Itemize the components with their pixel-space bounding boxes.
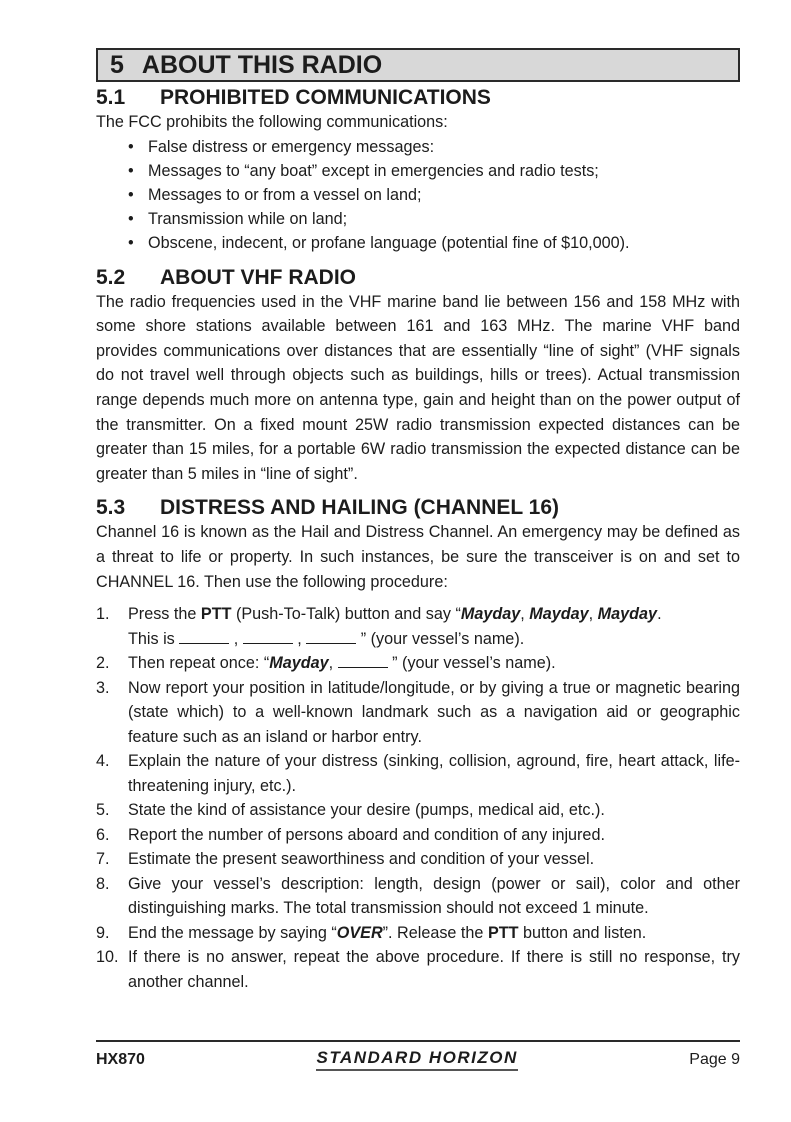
list-item: • Messages to or from a vessel on land;	[128, 186, 422, 204]
blank-line	[338, 653, 388, 668]
section-5-3-heading	[96, 496, 740, 520]
section-title: PROHIBITED COMMUNICATIONS	[160, 86, 491, 109]
section-5-3-intro: Channel 16 is known as the Hail and Distress Channel. An emergency may be defined as a threat to life or property. In such instances, be sure the transceiver is on and set to CHANNEL 16. Then use the following procedure:	[96, 523, 740, 591]
list-item: 8. Give your vessel’s description: length, design (power or sail), color and other distinguishing marks. The total transmission should not exceed 1 minute.	[96, 874, 740, 918]
section-number: 5.1	[96, 86, 126, 109]
page-content	[96, 48, 740, 994]
list-item: • False distress or emergency messages:	[128, 137, 435, 156]
list-item: 6. Report the number of persons aboard and condition of any injured.	[96, 825, 605, 844]
distress-procedure-list	[96, 602, 740, 994]
blank-line	[179, 629, 229, 644]
page-number: Page 9	[689, 1050, 740, 1068]
section-5-1-heading	[96, 86, 740, 110]
section-number: 5.2	[96, 265, 126, 289]
list-item: • Transmission while on land;	[128, 210, 348, 229]
section-5-1-intro: The FCC prohibits the following communications:	[96, 113, 448, 131]
page-footer	[96, 1040, 740, 1071]
list-item: 4. Explain the nature of your distress (sinking, collision, aground, fire, heart attack, life-threatening injury, etc.).	[96, 752, 740, 795]
chapter-title: ABOUT THIS RADIO	[141, 50, 383, 79]
chapter-number: 5	[110, 50, 124, 79]
list-item: 5. State the kind of assistance your desire (pumps, medical aid, etc.).	[96, 801, 605, 820]
section-title: ABOUT VHF RADIO	[160, 265, 356, 289]
list-item: 7. Estimate the present seaworthiness and condition of your vessel.	[96, 850, 595, 869]
list-item: 9. End the message by saying “OVER”. Release the PTT button and listen.	[96, 923, 647, 942]
chapter-heading	[96, 48, 740, 82]
section-title: DISTRESS AND HAILING (CHANNEL 16)	[160, 496, 560, 520]
list-item: • Obscene, indecent, or profane language (potential fine of $10,000).	[128, 234, 630, 253]
section-5-2-body: The radio frequencies used in the VHF marine band lie between 156 and 158 MHz with some shore stations available between 161 and 163 MHz. The marine VHF band provides communications over distances that are essentially “line of sight” (VHF signals do not travel well through objects such as buildings, hills or trees). Actual transmission range depends much more on antenna type, gain and height than on the power output of the transmitter. On a fixed mount 25W radio transmission expected distances can be greater than 15 miles, for a portable 6W radio transmission the expected distance can be greater than 5 miles in “line of sight”.	[96, 292, 740, 483]
prohibited-list	[96, 135, 740, 256]
model-name: HX870	[96, 1050, 145, 1068]
list-item: • Messages to “any boat” except in emergencies and radio tests;	[128, 161, 599, 180]
section-5-2-heading	[96, 266, 740, 290]
list-item: 10. If there is no answer, repeat the above procedure. If there is still no response, try another channel.	[96, 948, 740, 991]
blank-line	[306, 629, 356, 644]
list-item: 1. Press the PTT (Push-To-Talk) button and say “Mayday, Mayday, Mayday. This is , , ” (your vessel’s name).	[96, 605, 662, 648]
brand-logo: STANDARD HORIZON	[316, 1048, 517, 1071]
section-number: 5.3	[96, 496, 126, 520]
blank-line	[243, 629, 293, 644]
list-item: 3. Now report your position in latitude/longitude, or by giving a true or magnetic bearing (state which) to a well-known landmark such as a navigation aid or geographic feature such as an island or harbor entry.	[96, 678, 740, 746]
list-item: 2. Then repeat once: “Mayday, ” (your vessel’s name).	[96, 654, 556, 673]
